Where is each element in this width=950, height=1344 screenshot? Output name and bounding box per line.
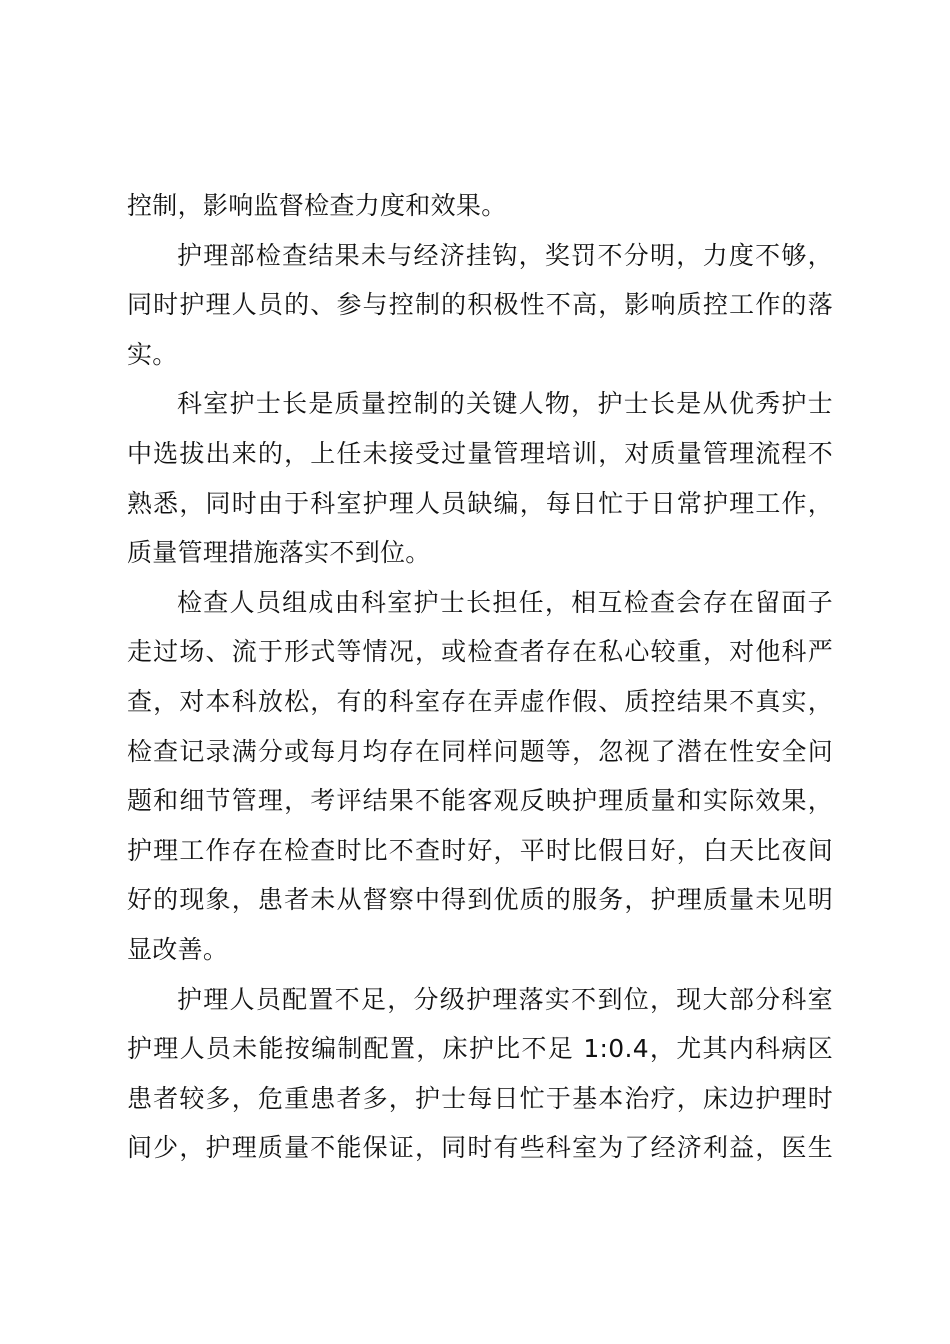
paragraph-3-line-3: 熟悉，同时由于科室护理人员缺编，每日忙于日常护理工作，	[127, 488, 833, 518]
paragraph-4-line-6: 护理工作存在检查时比不查时好，平时比假日好，白天比夜间	[127, 835, 833, 865]
paragraph-5-line-2: 护理人员未能按编制配置，床护比不足 1:0.4，尤其内科病区	[127, 1034, 833, 1064]
paragraph-1-line-1: 控制，影响监督检查力度和效果。	[127, 191, 507, 220]
paragraph-3-line-2: 中选拔出来的，上任未接受过量管理培训，对质量管理流程不	[127, 438, 833, 468]
paragraph-4-line-1: 检查人员组成由科室护士长担任，相互检查会存在留面子	[177, 587, 833, 617]
paragraph-4-line-7: 好的现象，患者未从督察中得到优质的服务，护理质量未见明	[127, 885, 833, 915]
paragraph-2-line-2: 同时护理人员的、参与控制的积极性不高，影响质控工作的落	[127, 290, 833, 320]
paragraph-3-line-4: 质量管理措施落实不到位。	[127, 538, 431, 568]
paragraph-4-line-2: 走过场、流于形式等情况，或检查者存在私心较重，对他科严	[127, 637, 833, 667]
paragraph-2-line-1: 护理部检查结果未与经济挂钩，奖罚不分明，力度不够，	[177, 240, 833, 270]
paragraph-5-line-4: 间少，护理质量不能保证，同时有些科室为了经济利益，医生	[127, 1133, 833, 1163]
paragraph-5-line-1: 护理人员配置不足，分级护理落实不到位，现大部分科室	[177, 984, 833, 1014]
paragraph-5-line-3: 患者较多，危重患者多，护士每日忙于基本治疗，床边护理时	[127, 1083, 833, 1113]
paragraph-4-line-4: 检查记录满分或每月均存在同样问题等，忽视了潜在性安全问	[127, 736, 833, 766]
paragraph-2-line-3: 实。	[127, 339, 178, 369]
paragraph-4-line-3: 查，对本科放松，有的科室存在弄虚作假、质控结果不真实，	[127, 686, 833, 716]
paragraph-4-line-5: 题和细节管理，考评结果不能客观反映护理质量和实际效果，	[127, 786, 833, 816]
document-body	[127, 181, 833, 1173]
paragraph-3-line-1: 科室护士长是质量控制的关键人物，护士长是从优秀护士	[177, 389, 833, 419]
paragraph-4-line-8: 显改善。	[127, 934, 229, 964]
